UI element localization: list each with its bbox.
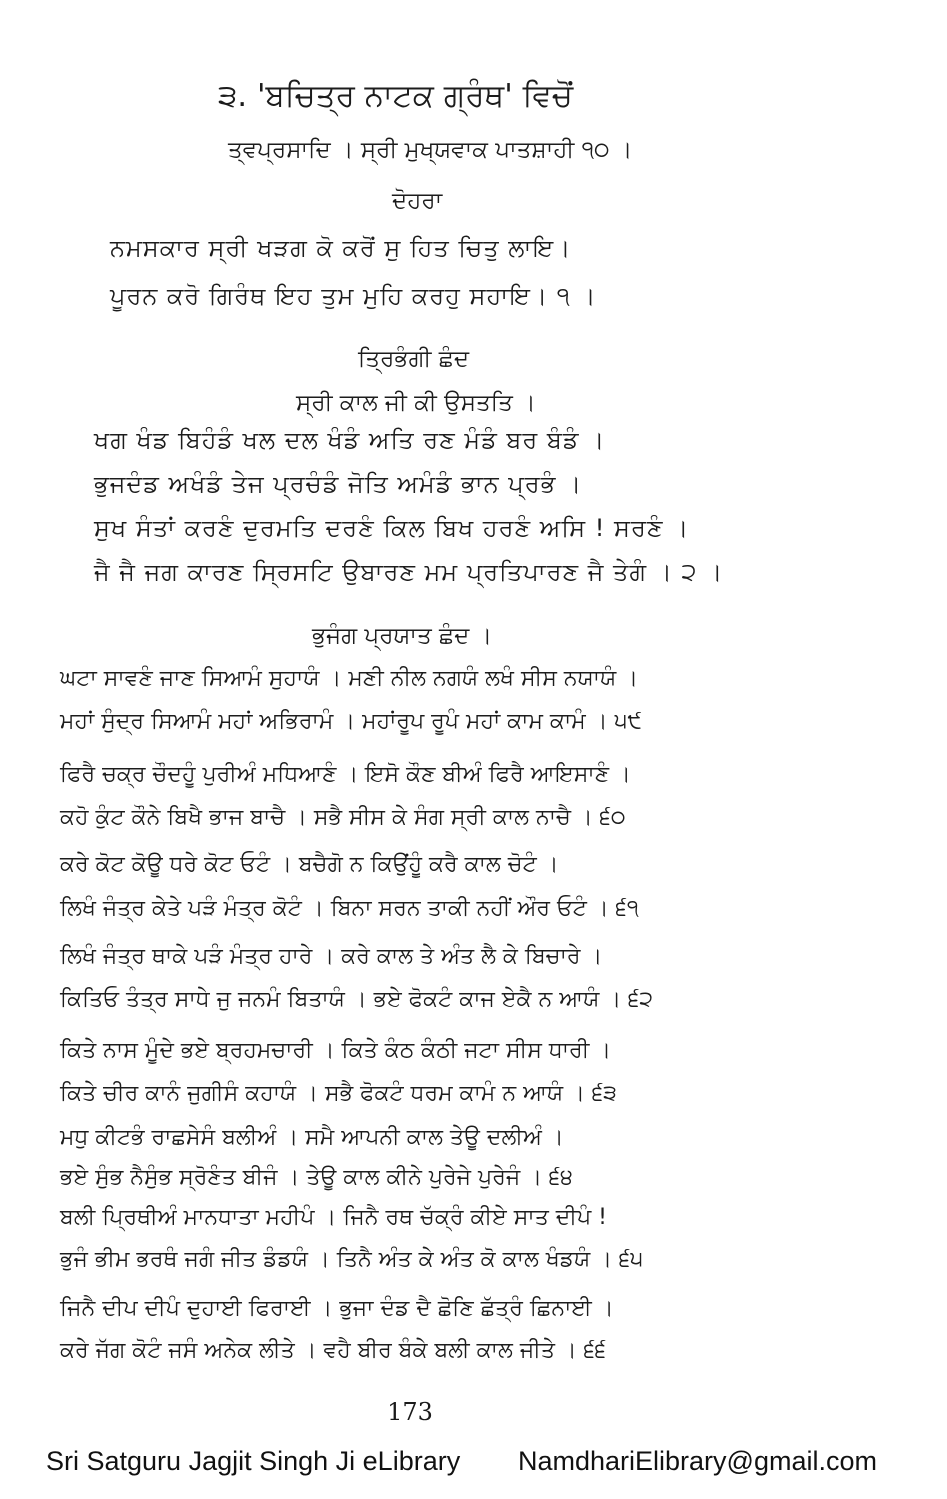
verse-line: ਨਮਸਕਾਰ ਸ੍ਰੀ ਖੜਗ ਕੋ ਕਰੋਂ ਸੁ ਹਿਤ ਚਿਤੁ ਲਾਇ। — [110, 234, 572, 262]
verse-line: ਕਰੇ ਜੱਗ ਕੋਟੰ ਜਸੰ ਅਨੇਕ ਲੀਤੇ । ਵਹੈ ਬੀਰ ਬੰਕੇ ਬਲੀ ਕਾਲ ਜੀਤੇ । ੬੬ — [60, 1338, 607, 1363]
verse-line: ਕਿਤੇ ਚੀਰ ਕਾਨੰ ਜੁਗੀਸੰ ਕਹਾਯੰ । ਸਭੈ ਫੋਕਟੰ ਧਰਮ ਕਾਮੰ ਨ ਆਯੰ । ੬੩ — [60, 1081, 617, 1106]
verse-line: ਭੁਜੰ ਭੀਮ ਭਰਥੰ ਜਗੰ ਜੀਤ ਡੰਡਯੰ । ਤਿਨੈ ਅੰਤ ਕੇ ਅੰਤ ਕੋ ਕਾਲ ਖੰਡਯੰ । ੬੫ — [60, 1247, 644, 1272]
verse-line: ਪੂਰਨ ਕਰੋ ਗਿਰੰਥ ਇਹ ਤੁਮ ਮੁਹਿ ਕਰਹੁ ਸਹਾਇ। ੧ । — [110, 282, 597, 310]
verse-line: ਕਹੋ ਕੁੰਟ ਕੌਨੇ ਬਿਖੈ ਭਾਜ ਬਾਚੈ । ਸਭੈ ਸੀਸ ਕੇ ਸੰਗ ਸ੍ਰੀ ਕਾਲ ਨਾਚੈ । ੬੦ — [60, 805, 626, 830]
section-heading-dohra: ਦੋਹਰਾ — [392, 188, 443, 214]
verse-line: ਮਹਾਂ ਸੁੰਦ੍ਰ ਸਿਆਮੰ ਮਹਾਂ ਅਭਿਰਾਮੰ । ਮਹਾਂਰੂਪ ਰੂਪੰ ਮਹਾਂ ਕਾਮ ਕਾਮੰ । ੫੯ — [60, 709, 642, 734]
verse-line: ਘਟਾ ਸਾਵਣੰ ਜਾਣ ਸਿਆਮੰ ਸੁਹਾਯੰ । ਮਣੀ ਨੀਲ ਨਗਯੰ ਲਖੰ ਸੀਸ ਨਯਾਯੰ । — [60, 666, 639, 691]
verse-line: ਕਿਤਿਓ ਤੰਤ੍ਰ ਸਾਧੇ ਜੁ ਜਨਮੰ ਬਿਤਾਯੰ । ਭਏ ਫੋਕਟੰ ਕਾਜ ਏਕੈ ਨ ਆਯੰ । ੬੨ — [60, 987, 654, 1012]
verse-line: ਜਿਨੈ ਦੀਪ ਦੀਪੰ ਦੁਹਾਈ ਫਿਰਾਈ । ਭੁਜਾ ਦੰਡ ਦੈ ਛੋਣਿ ਛੱਤ੍ਰੰ ਛਿਨਾਈ । — [60, 1296, 614, 1321]
verse-line: ਕਿਤੇ ਨਾਸ ਮੂੰਦੇ ਭਏ ਬ੍ਰਹਮਚਾਰੀ । ਕਿਤੇ ਕੰਠ ਕੰਠੀ ਜਟਾ ਸੀਸ ਧਾਰੀ । — [60, 1038, 612, 1063]
verse-line: ਕਰੇ ਕੋਟ ਕੋਊ ਧਰੇ ਕੋਟ ਓਟੰ । ਬਚੈਗੋ ਨ ਕਿਉਂਹੂੰ ਕਰੈ ਕਾਲ ਚੋਟੰ । — [60, 852, 559, 877]
invocation-line: ਤ੍ਵਪ੍ਰਸਾਦਿ । ਸ੍ਰੀ ਮੁਖ੍ਯਵਾਕ ਪਾਤਸ਼ਾਹੀ ੧੦ । — [228, 137, 633, 163]
verse-line: ਬਲੀ ਪ੍ਰਿਥੀਅੰ ਮਾਨਧਾਤਾ ਮਹੀਪੰ । ਜਿਨੈ ਰਥ ਚੱਕ੍ਰੰ ਕੀਏ ਸਾਤ ਦੀਪੰ ! — [60, 1205, 607, 1230]
footer-library-name: Sri Satguru Jagjit Singh Ji eLibrary — [46, 1446, 461, 1476]
verse-line: ਭਏ ਸੁੰਭ ਨੈਸੁੰਭ ਸ੍ਰੋਣੰਤ ਬੀਜੰ । ਤੇਊ ਕਾਲ ਕੀਨੇ ਪੁਰੇਜੇ ਪੁਰੇਜੰ । ੬੪ — [60, 1165, 573, 1190]
verse-line: ਲਿਖੰ ਜੰਤ੍ਰ ਕੇਤੇ ਪੜੰ ਮੰਤ੍ਰ ਕੋਟੰ । ਬਿਨਾ ਸਰਨ ਤਾਕੀ ਨਹੀਂ ਔਰ ਓਟੰ । ੬੧ — [60, 896, 639, 921]
page-title: ੩. 'ਬਚਿਤ੍ਰ ਨਾਟਕ ਗ੍ਰੰਥ' ਵਿਚੋਂ — [218, 78, 573, 114]
verse-line: ਖਗ ਖੰਡ ਬਿਹੰਡੰ ਖਲ ਦਲ ਖੰਡੰ ਅਤਿ ਰਣ ਮੰਡੰ ਬਰ ਬੰਡੰ । — [94, 426, 606, 454]
footer-email: NamdhariElibrary@gmail.com — [517, 1446, 877, 1476]
verse-line: ਸੁਖ ਸੰਤਾਂ ਕਰਣੰ ਦੁਰਮਤਿ ਦਰਣੰ ਕਿਲ ਬਿਖ ਹਰਣੰ ਅਸਿ ! ਸਰਣੰ । — [94, 514, 690, 542]
section-heading-tribhangi: ਤ੍ਰਿਭੰਗੀ ਛੰਦ — [358, 346, 470, 372]
section-subheading: ਸ੍ਰੀ ਕਾਲ ਜੀ ਕੀ ਉਸਤਤਿ । — [296, 390, 536, 416]
verse-line: ਭੁਜਦੰਡ ਅਖੰਡੰ ਤੇਜ ਪ੍ਰਚੰਡੰ ਜੋਤਿ ਅਮੰਡੰ ਭਾਨ ਪ੍ਰਭੰ । — [94, 470, 583, 498]
page-number: 173 — [387, 1398, 433, 1426]
verse-line: ਮਧੁ ਕੀਟਭੰ ਰਾਛਸੇਸੰ ਬਲੀਅੰ । ਸਮੈ ਆਪਨੀ ਕਾਲ ਤੇਊ ਦਲੀਅੰ । — [60, 1125, 564, 1150]
verse-line: ਫਿਰੈ ਚਕ੍ਰ ਚੌਦਹੂੰ ਪੁਰੀਅੰ ਮਧਿਆਣੰ । ਇਸੋ ਕੌਣ ਬੀਅੰ ਫਿਰੈ ਆਇਸਾਣੰ । — [60, 762, 631, 787]
verse-line: ਲਿਖੰ ਜੰਤ੍ਰ ਥਾਕੇ ਪੜੰ ਮੰਤ੍ਰ ਹਾਰੇ । ਕਰੇ ਕਾਲ ਤੇ ਅੰਤ ਲੈ ਕੇ ਬਿਚਾਰੇ । — [60, 944, 603, 969]
verse-line: ਜੈ ਜੈ ਜਗ ਕਾਰਣ ਸ੍ਰਿਸਟਿ ਉਬਾਰਣ ਮਮ ਪ੍ਰਤਿਪਾਰਣ ਜੈ ਤੇਗੰ । ੨ । — [94, 558, 724, 586]
section-heading-bhujang: ਭੁਜੰਗ ਪ੍ਰਯਾਤ ਛੰਦ । — [312, 623, 493, 649]
